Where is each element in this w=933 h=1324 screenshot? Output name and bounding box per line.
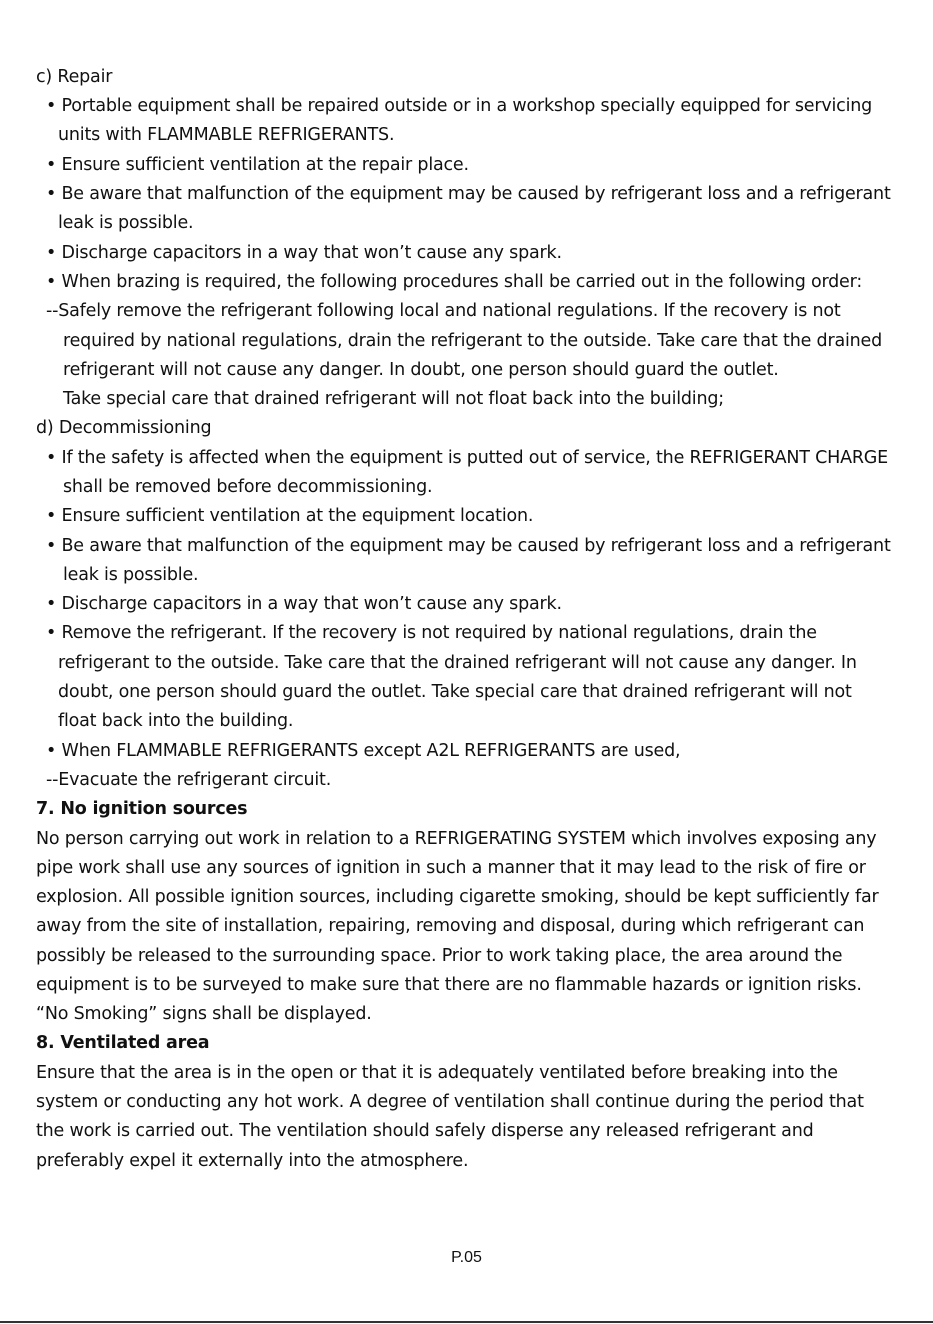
section-7-line-3: explosion. All possible ignition sources, including cigarette smoking, should be kept sufficiently far [36,887,879,907]
section-8-line-3: the work is carried out. The ventilation should safely disperse any released refrigerant and [36,1121,814,1141]
repair-bullet-3: • Be aware that malfunction of the equipment may be caused by refrigerant loss and a refrigerant [46,184,891,204]
decommissioning-bullet-1-cont: shall be removed before decommissioning. [63,477,433,497]
section-7-line-1: No person carrying out work in relation to a REFRIGERATING SYSTEM which involves exposing any [36,829,877,849]
page-number: P.05 [451,1249,482,1266]
section-7-heading: 7. No ignition sources [36,799,248,819]
repair-dash-1: --Safely remove the refrigerant following local and national regulations. If the recovery is not [46,301,841,321]
decommissioning-heading: d) Decommissioning [36,418,212,438]
decommissioning-bullet-5-cont-3: float back into the building. [58,711,294,731]
repair-bullet-5: • When brazing is required, the following procedures shall be carried out in the following order: [46,272,863,292]
decommissioning-bullet-4: • Discharge capacitors in a way that won’t cause any spark. [46,594,562,614]
repair-bullet-4: • Discharge capacitors in a way that won’t cause any spark. [46,243,562,263]
decommissioning-bullet-6: • When FLAMMABLE REFRIGERANTS except A2L REFRIGERANTS are used, [46,741,681,761]
bottom-divider [0,1321,933,1323]
repair-bullet-1-cont: units with FLAMMABLE REFRIGERANTS. [58,125,395,145]
repair-dash-1-cont-1: required by national regulations, drain the refrigerant to the outside. Take care that the drained [63,331,882,351]
decommissioning-bullet-3: • Be aware that malfunction of the equipment may be caused by refrigerant loss and a refrigerant [46,536,891,556]
decommissioning-bullet-2: • Ensure sufficient ventilation at the equipment location. [46,506,534,526]
section-7-line-4: away from the site of installation, repairing, removing and disposal, during which refrigerant can [36,916,865,936]
repair-heading: c) Repair [36,67,113,87]
decommissioning-bullet-1: • If the safety is affected when the equipment is putted out of service, the REFRIGERANT CHARGE [46,448,889,468]
decommissioning-bullet-5: • Remove the refrigerant. If the recovery is not required by national regulations, drain the [46,623,817,643]
section-8-line-2: system or conducting any hot work. A degree of ventilation shall continue during the period that [36,1092,864,1112]
decommissioning-bullet-3-cont: leak is possible. [63,565,199,585]
section-8-heading: 8. Ventilated area [36,1033,210,1053]
decommissioning-bullet-5-cont-1: refrigerant to the outside. Take care that the drained refrigerant will not cause any danger. In [58,653,857,673]
section-7-line-5: possibly be released to the surrounding space. Prior to work taking place, the area around the [36,946,843,966]
repair-bullet-3-cont: leak is possible. [58,213,194,233]
repair-dash-1-cont-3: Take special care that drained refrigerant will not float back into the building; [63,389,724,409]
repair-dash-1-cont-2: refrigerant will not cause any danger. In doubt, one person should guard the outlet. [63,360,779,380]
section-8-line-1: Ensure that the area is in the open or that it is adequately ventilated before breaking into the [36,1063,838,1083]
section-7-line-7: “No Smoking” signs shall be displayed. [36,1004,372,1024]
section-7-line-6: equipment is to be surveyed to make sure that there are no flammable hazards or ignition risks. [36,975,862,995]
section-7-line-2: pipe work shall use any sources of ignition in such a manner that it may lead to the risk of fire or [36,858,866,878]
repair-bullet-1: • Portable equipment shall be repaired outside or in a workshop specially equipped for servicing [46,96,873,116]
section-8-line-4: preferably expel it externally into the atmosphere. [36,1151,469,1171]
repair-bullet-2: • Ensure sufficient ventilation at the repair place. [46,155,469,175]
decommissioning-dash-1: --Evacuate the refrigerant circuit. [46,770,332,790]
decommissioning-bullet-5-cont-2: doubt, one person should guard the outlet. Take special care that drained refrigerant will not [58,682,852,702]
